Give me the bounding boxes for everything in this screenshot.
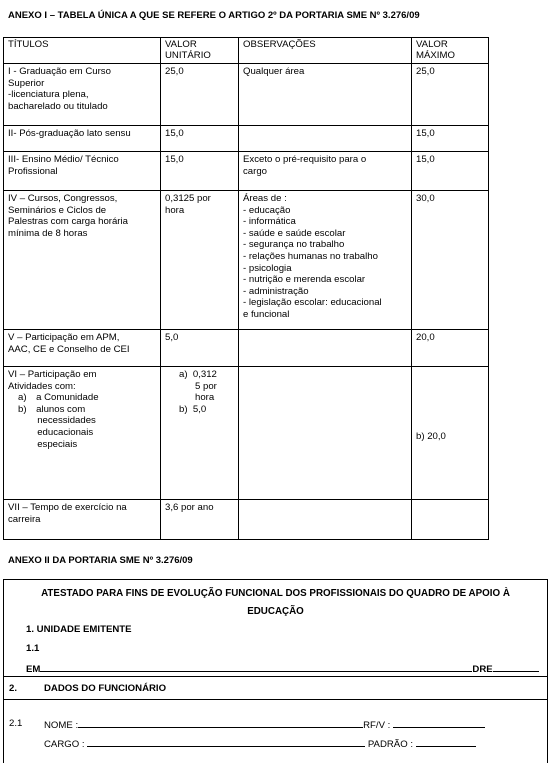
- cell-unitario: 5,0: [161, 330, 239, 367]
- cell-titulo: V – Participação em APM, AAC, CE e Conselho de CEI: [4, 330, 161, 367]
- obs-area-item: - educação: [243, 204, 291, 216]
- cell-titulo: I - Graduação em Curso Superior -licenciatura plena, bacharelado ou titulado: [4, 64, 161, 126]
- obs-area-item: - psicologia: [243, 262, 292, 274]
- nome-row: [44, 718, 485, 731]
- annex1-table: [3, 37, 489, 540]
- cell-maximo: [412, 367, 489, 500]
- em-row: [26, 662, 539, 675]
- header-titulos: TÍTULOS: [4, 38, 161, 64]
- obs-area-item: - relações humanas no trabalho: [243, 250, 378, 262]
- divider: [4, 699, 547, 700]
- cell-maximo: [412, 500, 489, 540]
- cell-obs: [239, 367, 412, 500]
- obs-area-item: - segurança no trabalho: [243, 239, 345, 251]
- table-row: [4, 64, 489, 126]
- cargo-field[interactable]: [87, 737, 365, 747]
- padrao-label: PADRÃO :: [367, 739, 413, 750]
- obs-area-item: - nutrição e merenda escolar: [243, 274, 366, 286]
- table-row: [4, 152, 489, 191]
- maximo-b: b) 20,0: [416, 431, 446, 443]
- obs-area-item: - legislação escolar: educacional e funcional: [243, 297, 382, 320]
- section-2-number: 2.: [9, 683, 18, 694]
- cell-obs: [239, 500, 412, 540]
- table-row: [4, 367, 489, 500]
- obs-area-item: - administração: [243, 285, 309, 297]
- cell-maximo: 15,0: [412, 152, 489, 191]
- titulo-sub-item: b) alunos com necessidades educacionais especiais: [18, 403, 96, 450]
- section-2-label: DADOS DO FUNCIONÁRIO: [44, 683, 167, 694]
- annex2-heading: ANEXO II DA PORTARIA SME Nº 3.276/09: [8, 555, 193, 566]
- cell-unitario: 0,3125 por hora: [161, 191, 239, 330]
- cell-obs: [239, 126, 412, 152]
- obs-areas-title: Áreas de :: [243, 193, 287, 204]
- header-valor-maximo: VALOR MÁXIMO: [412, 38, 489, 64]
- rfv-field[interactable]: [393, 718, 485, 728]
- cell-titulo: [4, 367, 161, 500]
- cell-titulo: VII – Tempo de exercício na carreira: [4, 500, 161, 540]
- em-field[interactable]: [40, 662, 472, 672]
- table-row: [4, 330, 489, 367]
- annex1-heading: ANEXO I – TABELA ÚNICA A QUE SE REFERE O ARTIGO 2º DA PORTARIA SME Nº 3.276/09: [8, 10, 420, 21]
- obs-area-item: - informática: [243, 216, 296, 228]
- table-row: [4, 500, 489, 540]
- cell-maximo: 20,0: [412, 330, 489, 367]
- cell-maximo: 15,0: [412, 126, 489, 152]
- cell-maximo: 25,0: [412, 64, 489, 126]
- dre-label: DRE: [472, 664, 493, 675]
- obs-area-item: - saúde e saúde escolar: [243, 227, 346, 239]
- cell-obs: [239, 330, 412, 367]
- form-title: ATESTADO PARA FINS DE EVOLUÇÃO FUNCIONAL DOS PROFISSIONAIS DO QUADRO DE APOIO À EDUCAÇÃO: [41, 588, 510, 617]
- table-header-row: [4, 38, 489, 64]
- dre-field[interactable]: [493, 662, 539, 672]
- nome-field[interactable]: [78, 718, 363, 728]
- cell-maximo: 30,0: [412, 191, 489, 330]
- cell-unitario: [161, 367, 239, 500]
- unitario-b: b) 5,0: [179, 403, 207, 415]
- cell-obs: Qualquer área: [239, 64, 412, 126]
- padrao-field[interactable]: [416, 737, 476, 747]
- attestation-form: [3, 579, 548, 763]
- cell-titulo: IV – Cursos, Congressos, Seminários e Ciclos de Palestras com carga horária mínima de 8 horas: [4, 191, 161, 330]
- titulo-sub-item: a) a Comunidade: [18, 392, 99, 404]
- cell-obs: [239, 191, 412, 330]
- unitario-a: a) 0,312 5 por hora: [179, 369, 217, 404]
- table-row: [4, 191, 489, 330]
- cell-unitario: 15,0: [161, 152, 239, 191]
- nome-label: NOME :: [44, 720, 79, 731]
- header-observacoes: OBSERVAÇÕES: [239, 38, 412, 64]
- rfv-label: RF/V :: [363, 720, 391, 731]
- cell-unitario: 3,6 por ano: [161, 500, 239, 540]
- cell-unitario: 15,0: [161, 126, 239, 152]
- section-1-label: 1. UNIDADE EMITENTE: [26, 624, 132, 635]
- table-row: [4, 126, 489, 152]
- cell-titulo: II- Pós-graduação lato sensu: [4, 126, 161, 152]
- cargo-row: [44, 737, 476, 750]
- cell-unitario: 25,0: [161, 64, 239, 126]
- cell-titulo: III- Ensino Médio/ Técnico Profissional: [4, 152, 161, 191]
- cell-obs: Exceto o pré-requisito para o cargo: [239, 152, 412, 191]
- section-2-1-label: 2.1: [9, 718, 23, 729]
- cargo-label: CARGO :: [44, 739, 85, 750]
- header-valor-unitario: VALOR UNITÁRIO: [161, 38, 239, 64]
- divider: [4, 676, 547, 677]
- section-1-1-label: 1.1: [26, 643, 40, 654]
- em-label: EM: [26, 664, 41, 675]
- titulo-text: VI – Participação em Atividades com:: [8, 369, 97, 392]
